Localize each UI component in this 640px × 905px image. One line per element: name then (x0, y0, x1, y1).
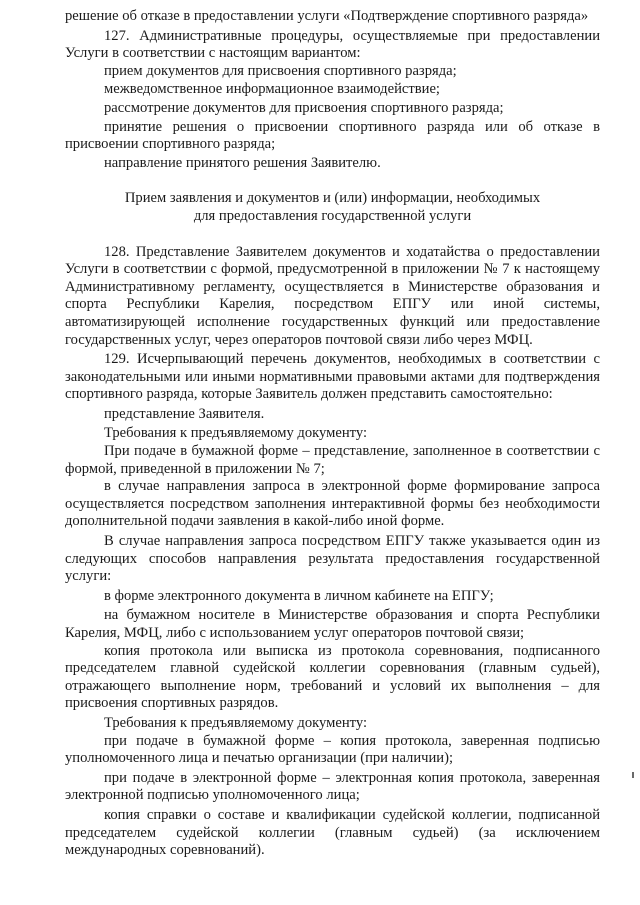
paragraph-submission: представление Заявителя. (104, 405, 265, 422)
paragraph-protocol-copy: копия протокола или выписка из протокола соревнования, подписанного председателем главной судейской коллегии соревнования (главным судьей), отражающего выполнение норм, требований и условий их выполнения – для присвоения спортивных разрядов. (65, 642, 600, 712)
paragraph-electronic-form-2: при подаче в электронной форме – электронная копия протокола, заверенная электронной подписью уполномоченного лица; (65, 769, 600, 804)
paragraph-129: 129. Исчерпывающий перечень документов, необходимых в соответствии с законодательными или иными нормативными правовыми актами для подтверждения спортивного разряда, которые Заявитель должен представить самостоятельно: (65, 351, 600, 403)
paragraph-refusal-decision: решение об отказе в предоставлении услуги «Подтверждение спортивного разряда» (65, 8, 589, 24)
paragraph-paper-form-2: при подаче в бумажной форме – копия протокола, заверенная подписью уполномоченного лица и печатью организации (при наличии); (65, 732, 600, 767)
section-heading (65, 190, 600, 225)
document-body (65, 8, 600, 860)
paragraph-paper-form-1: При подаче в бумажной форме – представление, заполненное в соответствии с формой, приведенной в приложении № 7; (65, 443, 600, 477)
list-item-127-3: рассмотрение документов для присвоения спортивного разряда; (104, 99, 504, 116)
list-item-127-2: межведомственное информационное взаимодействие; (104, 81, 440, 98)
paragraph-requirements-2: Требования к предъявляемому документу: (104, 714, 368, 731)
paragraph-paper-carrier: на бумажном носителе в Министерстве образования и спорта Республики Карелия, МФЦ, либо с использованием услуг операторов почтовой связи; (65, 607, 600, 641)
paragraph-128: 128. Представление Заявителем документов и ходатайства о предоставлении Услуги в соответствии с формой, предусмотренной в приложении № 7 к настоящему Административному регламенту, осуществляется в Министерстве образования и спорта Республики Карелия, посредством ЕПГУ или иной системы, автоматизирующей исполнение государственных функций или предоставление государственных услуг, через операторов почтовой связи либо через МФЦ. (65, 243, 600, 348)
paragraph-personal-cabinet: в форме электронного документа в личном кабинете на ЕПГУ; (104, 587, 494, 604)
section-heading-line-1: Прием заявления и документов и (или) информации, необходимых (124, 190, 541, 207)
paragraph-epgu-request: В случае направления запроса посредством ЕПГУ также указывается один из следующих способов направления результата предоставления государственной услуги: (65, 533, 600, 585)
list-item-127-5: направление принятого решения Заявителю. (104, 154, 381, 171)
paragraph-electronic-form-1: в случае направления запроса в электронной форме формирование запроса осуществляется посредством заполнения интерактивной формы без необходимости дополнительной подачи заявления в какой-либо иной форме. (65, 478, 600, 530)
list-item-127-4: принятие решения о присвоении спортивного разряда или об отказе в присвоении спортивного разряда; (65, 118, 600, 153)
scan-edge-mark (632, 772, 634, 778)
paragraph-requirements-1: Требования к предъявляемому документу: (104, 425, 368, 442)
list-item-127-1: прием документов для присвоения спортивного разряда; (104, 62, 457, 79)
section-heading-line-2: для предоставления государственной услуги (193, 207, 472, 224)
paragraph-judges-reference: копия справки о составе и квалификации судейской коллегии, подписанной председателем судейской коллегии (главным судьей) (за исключением международных соревнований). (65, 806, 600, 859)
paragraph-127: 127. Административные процедуры, осуществляемые при предоставлении Услуги в соответствии с настоящим вариантом: (65, 27, 600, 62)
